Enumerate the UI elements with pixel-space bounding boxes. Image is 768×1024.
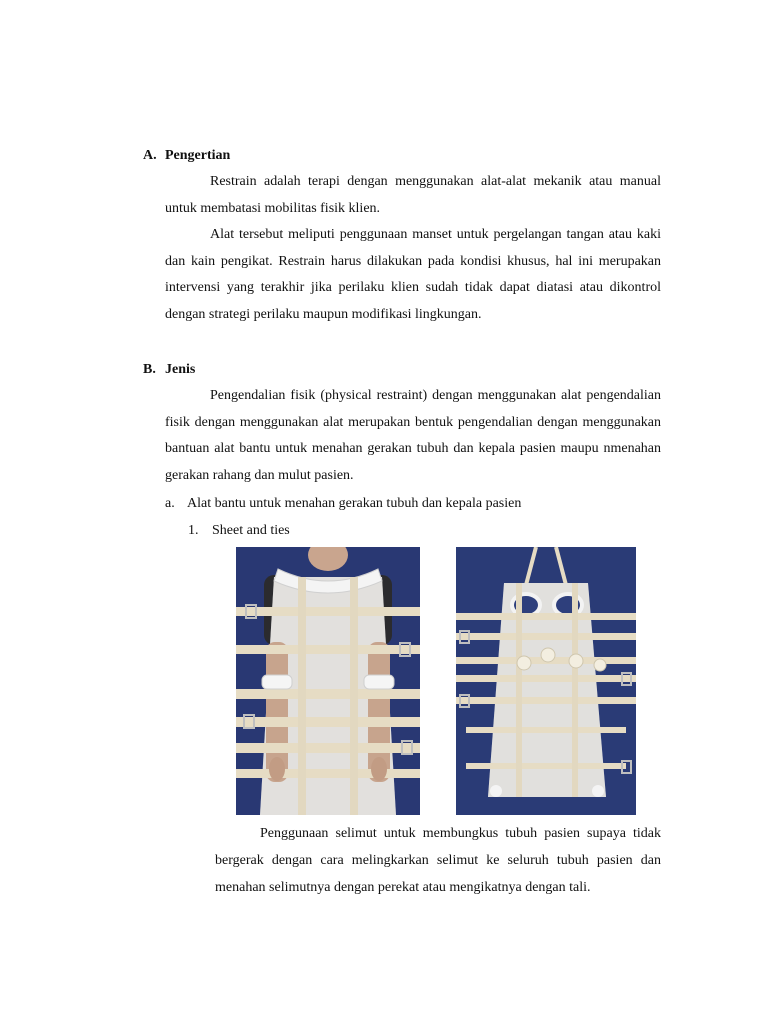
list-item-1-marker: 1. [188,523,199,538]
photo-patient-restraint-image [236,547,420,815]
section-a-paragraph-1: Restrain adalah terapi dengan menggunakan alat-alat mekanik atau manual untuk membatasi mobilitas fisik klien. [165,174,661,216]
list-item-1-text: Sheet and ties [212,523,290,538]
section-a-title: Pengertian [165,148,231,163]
list-item-a-text: Alat bantu untuk menahan gerakan tubuh dan kepala pasien [187,496,522,511]
list-item-a [165,495,521,513]
section-b-title: Jenis [165,362,196,377]
list-item-a-marker: a. [165,496,175,511]
photo-restraint-sheet-image [456,547,636,815]
section-b-number: B. [143,362,156,377]
section-a-number: A. [143,148,157,163]
section-a-heading [143,147,230,165]
section-b-heading [143,361,195,379]
photo-patient-restraint [236,547,420,815]
section-a-paragraph-2: Alat tersebut meliputi penggunaan manset untuk pergelangan tangan atau kaki dan kain pengikat. Restrain harus dilakukan pada kondisi khusus, hal ini merupakan intervensi yang terakhir jika perilaku klien sudah tidak dapat diatasi atau dikontrol dengan strategi perilaku maupun modifikasi lingkungan. [165,227,661,322]
photo-restraint-sheet [456,547,636,815]
photo-caption: Penggunaan selimut untuk membungkus tubuh pasien supaya tidak bergerak dengan cara melingkarkan selimut ke seluruh tubuh pasien dan menahan selimutnya dengan perekat atau mengikatnya dengan tali. [215,826,661,895]
list-item-1 [188,522,290,540]
section-b-paragraph-1: Pengendalian fisik (physical restraint) dengan menggunakan alat pengendalian fisik dengan menggunakan alat merupakan bentuk pengendalian dengan menggunakan bantuan alat bantu untuk menahan gerakan tubuh dan kepala pasien maupu nmenahan gerakan rahang dan mulut pasien. [165,388,661,483]
